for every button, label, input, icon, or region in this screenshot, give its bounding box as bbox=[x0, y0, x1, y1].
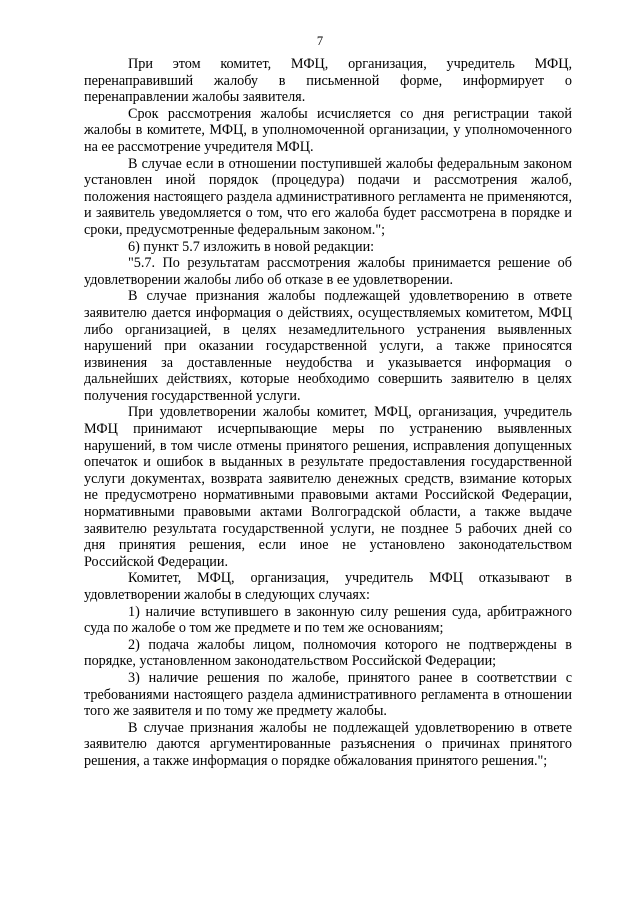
document-body bbox=[84, 56, 572, 770]
paragraph: При удовлетворении жалобы комитет, МФЦ, организация, учредитель МФЦ принимают исчерпывающие меры по устранению выявленных нарушений, в том числе отмены принятого решения, исправления допущенных опечаток и ошибок в выданных в результате предоставления государственной услуги документах, возврата заявителю денежных средств, взимание которых не предусмотрено нормативными правовыми актами Российской Федерации, нормативными правовыми актами Волгоградской области, а также выдаче заявителю результата государственной услуги, не позднее 5 рабочих дней со дня принятия решения, если иное не установлено законодательством Российской Федерации. bbox=[84, 404, 572, 570]
list-item: 2) подача жалобы лицом, полномочия которого не подтверждены в порядке, установленном законодательством Российской Федерации; bbox=[84, 636, 572, 670]
paragraph: В случае если в отношении поступившей жалобы федеральным законом установлен иной порядок (процедура) подачи и рассмотрения жалоб, положения настоящего раздела административного регламента не применяются, и заявитель уведомляется о том, что его жалоба будет рассмотрена в порядке и сроки, предусмотренные федеральным законом."; bbox=[84, 155, 572, 238]
paragraph: В случае признания жалобы не подлежащей удовлетворению в ответе заявителю даются аргументированные разъяснения о причинах принятого решения, а также информация о порядке обжалования принятого решения."; bbox=[84, 719, 572, 769]
paragraph: "5.7. По результатам рассмотрения жалобы принимается решение об удовлетворении жалобы либо об отказе в ее удовлетворении. bbox=[84, 255, 572, 288]
list-item: 3) наличие решения по жалобе, принятого ранее в соответствии с требованиями настоящего раздела административного регламента в отношении того же заявителя и по тому же предмету жалобы. bbox=[84, 669, 572, 720]
page-number: 7 bbox=[316, 34, 324, 48]
paragraph: 6) пункт 5.7 изложить в новой редакции: bbox=[128, 238, 375, 255]
list-item: 1) наличие вступившего в законную силу решения суда, арбитражного суда по жалобе о том же предмете и по тем же основаниям; bbox=[84, 603, 572, 637]
paragraph: Срок рассмотрения жалобы исчисляется со дня регистрации такой жалобы в комитете, МФЦ, в уполномоченной организации, у уполномоченного на ее рассмотрение учредителя МФЦ. bbox=[84, 105, 572, 155]
paragraph: При этом комитет, МФЦ, организация, учредитель МФЦ, перенаправивший жалобу в письменной форме, информирует о перенаправлении жалобы заявителя. bbox=[84, 56, 572, 106]
paragraph: Комитет, МФЦ, организация, учредитель МФЦ отказывают в удовлетворении жалобы в следующих случаях: bbox=[84, 570, 572, 603]
paragraph: В случае признания жалобы подлежащей удовлетворению в ответе заявителю дается информация о действиях, осуществляемых комитетом, МФЦ либо организацией, в целях незамедлительного устранения выявленных нарушений при оказании государственной услуги, а также приносятся извинения за доставленные неудобства и указывается информация о дальнейших действиях, которые необходимо совершить заявителю в целях получения государственной услуги. bbox=[84, 288, 572, 404]
